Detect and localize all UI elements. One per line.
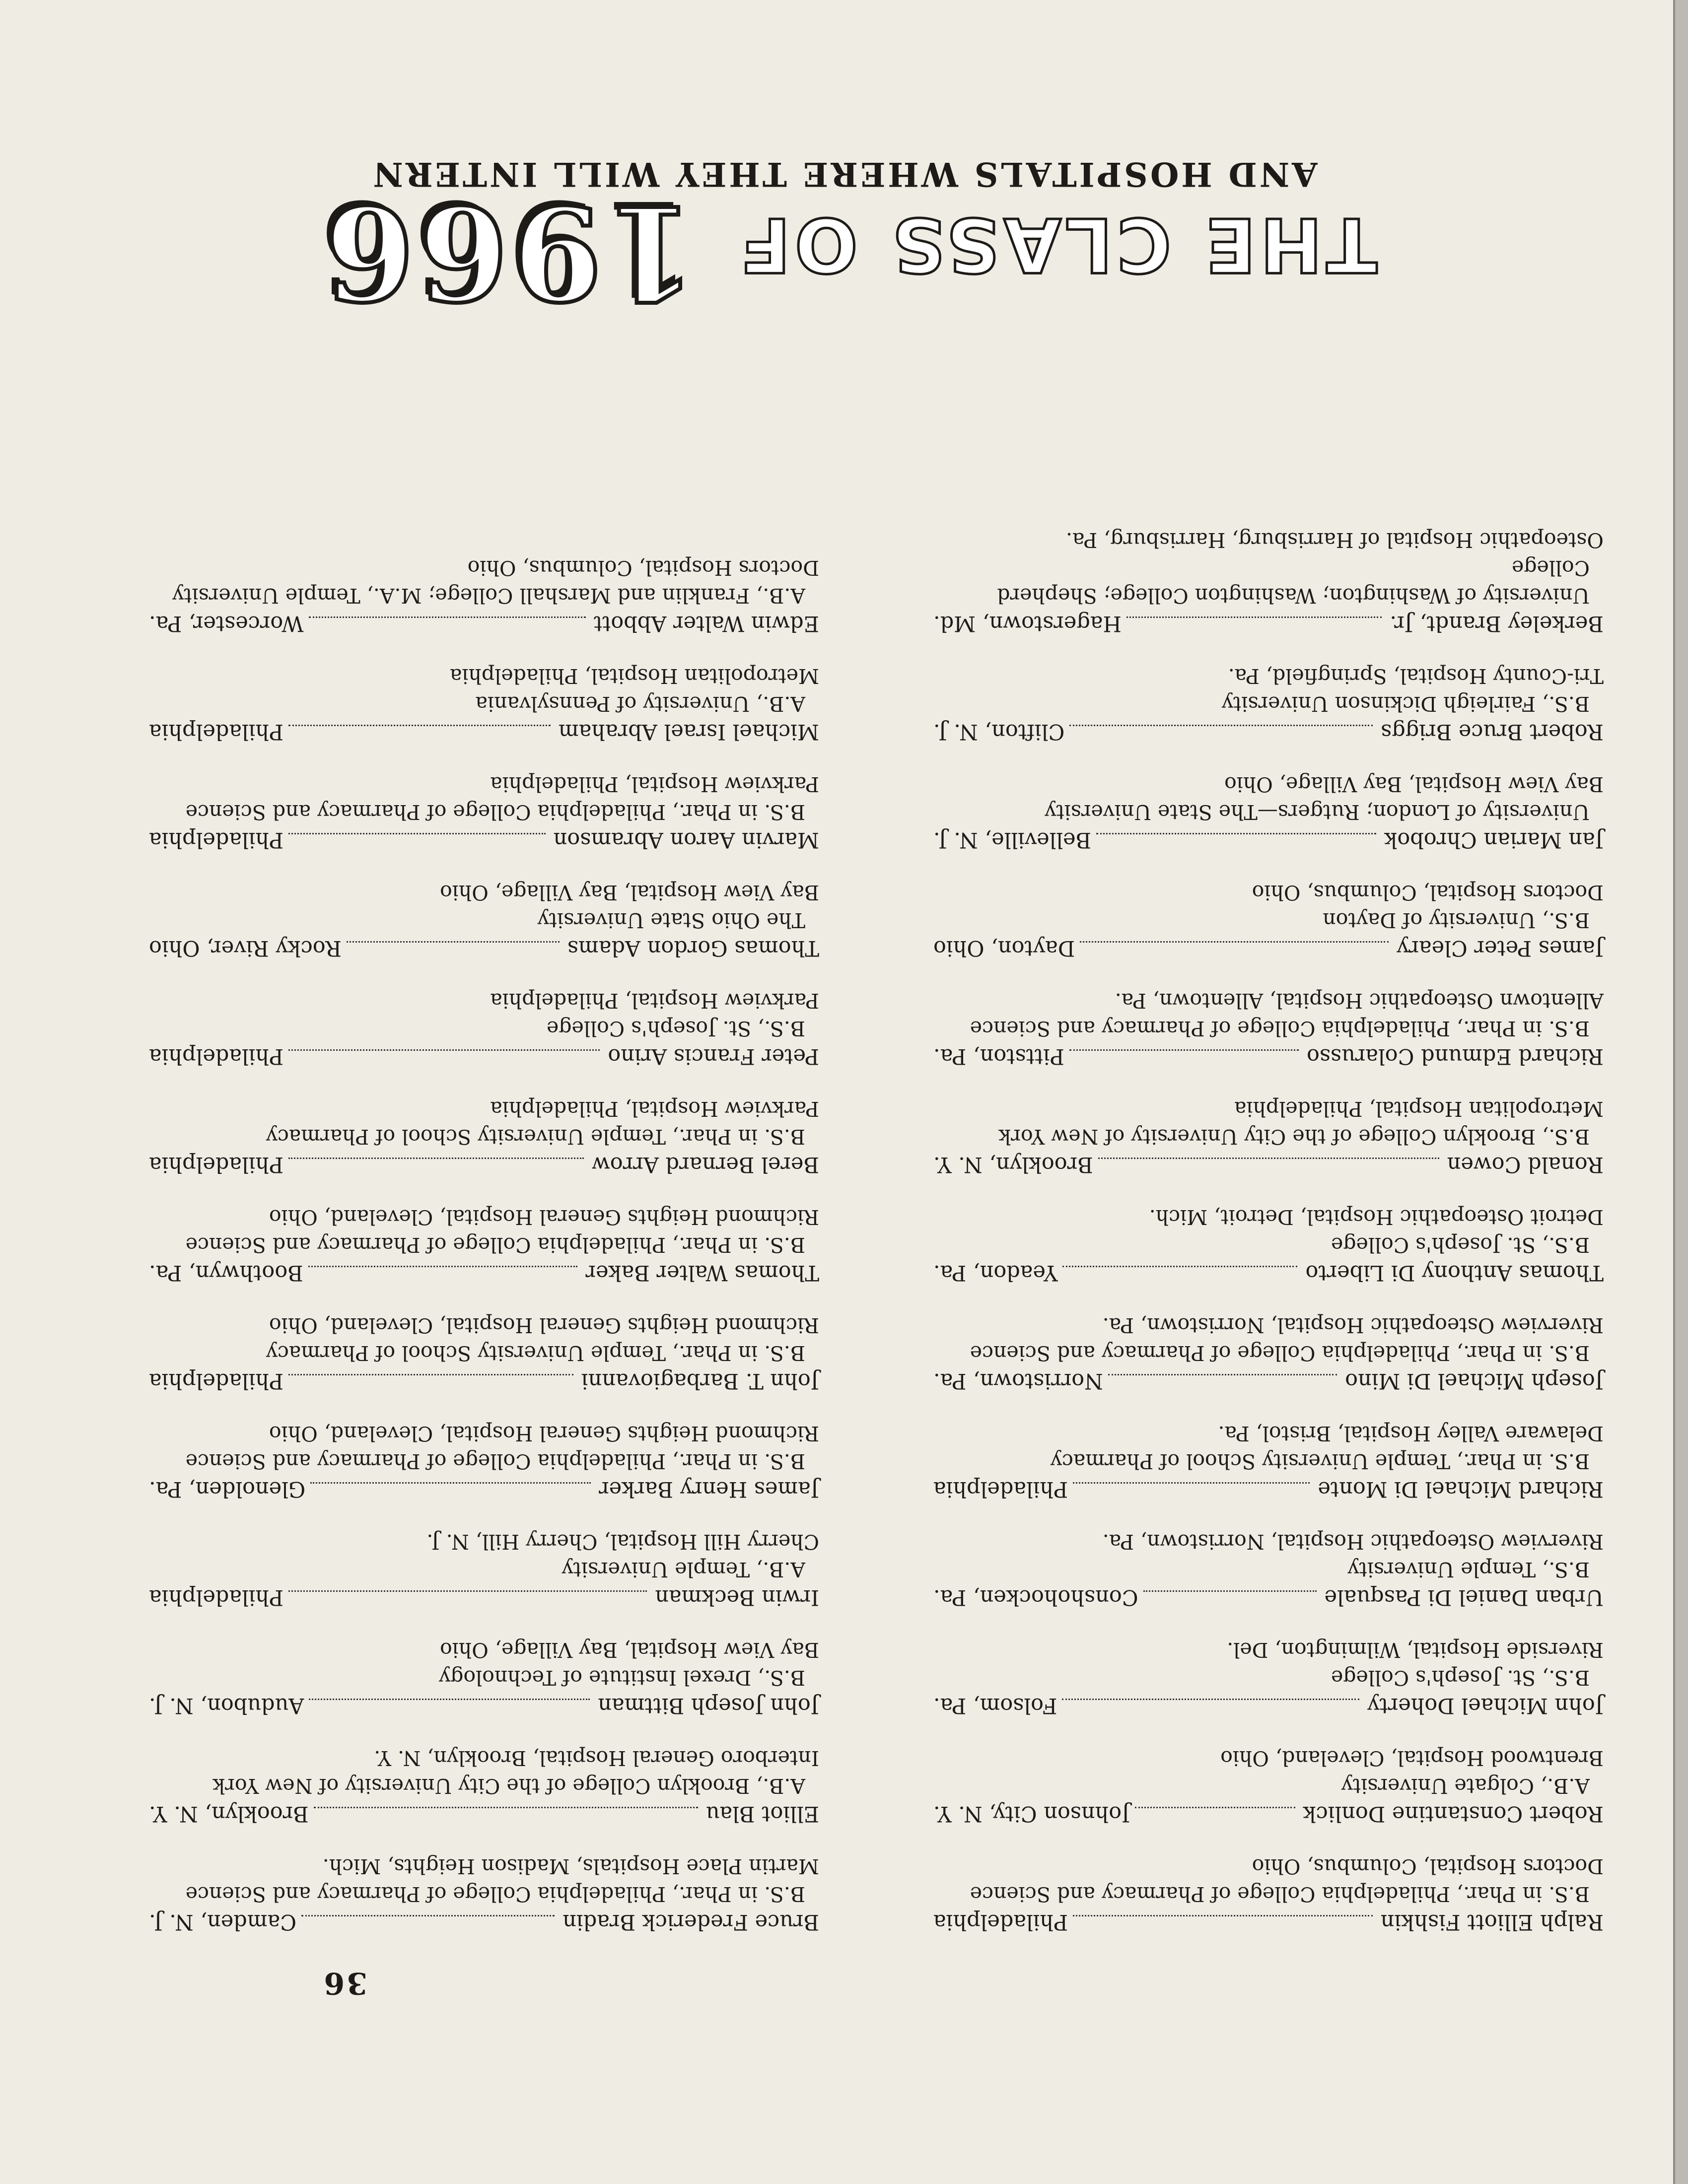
intern-name: Marvin Aaron Abramson bbox=[553, 827, 819, 852]
leader-dots bbox=[1073, 1482, 1310, 1484]
leader-dots bbox=[1080, 941, 1389, 943]
intern-name: Thomas Anthony Di Liberto bbox=[1305, 1260, 1604, 1285]
entry-header bbox=[933, 1908, 1604, 1936]
entry-header bbox=[149, 826, 819, 854]
intern-entry bbox=[933, 770, 1604, 854]
leader-dots bbox=[347, 941, 560, 943]
hometown: Philadelphia bbox=[149, 1585, 284, 1610]
entry-header bbox=[149, 1367, 819, 1395]
degree-text: B.S. in Phar., Philadelphia College of Pharmacy and Science bbox=[970, 1882, 1590, 1906]
intern-name: John T. Barbagiovanni bbox=[581, 1368, 819, 1393]
entry-header bbox=[149, 1583, 819, 1611]
leader-dots bbox=[288, 833, 546, 834]
hometown: Clifton, N. J. bbox=[933, 719, 1065, 744]
entry-header bbox=[149, 718, 819, 746]
intern-name: Ronald Cowen bbox=[1447, 1152, 1604, 1177]
hometown: Folsom, Pa. bbox=[933, 1693, 1057, 1718]
intern-name: Ralph Elliott Fishkin bbox=[1380, 1910, 1604, 1934]
hometown: Brooklyn, N. Y. bbox=[149, 1801, 309, 1826]
internship-hospital: Interboro General Hospital, Brooklyn, N. Y. bbox=[374, 1746, 819, 1770]
intern-entry bbox=[933, 1203, 1604, 1287]
hometown: Audubon, N. J. bbox=[149, 1693, 304, 1718]
intern-entry bbox=[933, 1744, 1604, 1828]
entry-header bbox=[933, 1800, 1604, 1828]
intern-entry bbox=[149, 1852, 819, 1936]
hometown: Worcester, Pa. bbox=[149, 611, 304, 636]
intern-entry bbox=[933, 879, 1604, 962]
intern-entry bbox=[149, 879, 819, 962]
entry-header bbox=[933, 1259, 1604, 1287]
intern-name: Peter Francis Arino bbox=[608, 1044, 819, 1069]
leader-dots bbox=[309, 1699, 590, 1700]
leader-dots bbox=[288, 1590, 647, 1592]
degree-text: The Ohio State University bbox=[537, 908, 805, 932]
leader-dots bbox=[308, 1266, 578, 1267]
hometown: Philadelphia bbox=[149, 719, 284, 744]
entry-header bbox=[933, 610, 1604, 637]
hometown: Boothwyn, Pa. bbox=[149, 1260, 303, 1285]
hometown: Philadelphia bbox=[933, 1477, 1068, 1502]
hometown: Philadelphia bbox=[149, 827, 284, 852]
degree-text: B.S. in Phar., Philadelphia College of Pharmacy and Science bbox=[185, 800, 805, 824]
degree-text: B.S. in Phar., Temple University School of Pharmacy bbox=[266, 1341, 805, 1365]
hometown: Rocky River, Ohio bbox=[149, 936, 342, 960]
leader-dots bbox=[1062, 1266, 1297, 1267]
degree-text: B.S. in Phar., Temple University School of Pharmacy bbox=[1050, 1449, 1590, 1473]
degree-text: B.S. in Phar., Philadelphia College of Pharmacy and Science bbox=[970, 1017, 1590, 1040]
entry-header bbox=[933, 1151, 1604, 1178]
internship-hospital: Parkview Hospital, Philadelphia bbox=[490, 772, 819, 796]
left-column bbox=[933, 501, 1604, 1936]
intern-name: Richard Edmund Colarusso bbox=[1306, 1044, 1604, 1069]
intern-entry bbox=[149, 1744, 819, 1828]
internship-hospital: Richmond Heights General Hospital, Cleveland, Ohio bbox=[269, 1313, 819, 1337]
intern-name: Edwin Walter Abbott bbox=[593, 611, 819, 636]
hometown: Hagerstown, Md. bbox=[933, 611, 1122, 636]
degree-text: University of Washington; Washington College; Shepherd College bbox=[997, 556, 1590, 608]
leader-dots bbox=[288, 1158, 584, 1159]
internship-hospital: Delaware Valley Hospital, Bristol, Pa. bbox=[1218, 1422, 1604, 1445]
degree-text: B.S. in Phar., Philadelphia College of Pharmacy and Science bbox=[970, 1341, 1590, 1365]
internship-hospital: Doctors Hospital, Columbus, Ohio bbox=[1252, 1854, 1604, 1878]
degree-text: University of London; Rutgers—The State University bbox=[1045, 800, 1590, 824]
internship-hospital: Bay View Hospital, Bay Village, Ohio bbox=[440, 881, 819, 904]
hometown: Johnson City, N. Y. bbox=[933, 1801, 1130, 1826]
right-column bbox=[149, 529, 819, 1936]
degree-text: B.S. in Phar., Temple University School of Pharmacy bbox=[266, 1125, 805, 1149]
degree-text: A.B., University of Pennsylvania bbox=[475, 692, 805, 716]
entry-header bbox=[933, 718, 1604, 746]
internship-hospital: Metropolitan Hospital, Philadelphia bbox=[450, 664, 819, 688]
intern-entry bbox=[933, 1311, 1604, 1395]
leader-dots bbox=[1135, 1807, 1295, 1808]
leader-dots bbox=[1069, 725, 1373, 726]
internship-hospital: Metropolitan Hospital, Philadelphia bbox=[1234, 1097, 1604, 1121]
intern-name: Urban Daniel Di Pasquale bbox=[1324, 1585, 1604, 1610]
entry-header bbox=[149, 1475, 819, 1503]
intern-entry bbox=[933, 1420, 1604, 1503]
hometown: Glenolden, Pa. bbox=[149, 1477, 306, 1502]
degree-text: A.B., Franklin and Marshall College; M.A., Temple University bbox=[172, 584, 805, 608]
leader-dots bbox=[288, 1049, 600, 1051]
intern-name: Richard Michael Di Monte bbox=[1318, 1477, 1604, 1502]
hometown: Philadelphia bbox=[149, 1368, 284, 1393]
internship-hospital: Doctors Hospital, Columbus, Ohio bbox=[467, 556, 819, 580]
leader-dots bbox=[288, 1374, 573, 1375]
degree-text: B.S. in Phar., Philadelphia College of Pharmacy and Science bbox=[185, 1233, 805, 1257]
intern-entry bbox=[149, 1311, 819, 1395]
intern-entry bbox=[149, 770, 819, 854]
leader-dots bbox=[288, 725, 551, 726]
intern-name: Michael Israel Abraham bbox=[558, 719, 819, 744]
internship-hospital: Tri-County Hospital, Springfield, Pa. bbox=[1228, 664, 1604, 688]
degree-text: B.S., St. Joseph's College bbox=[1331, 1233, 1590, 1257]
hometown: Philadelphia bbox=[149, 1152, 284, 1177]
intern-entry bbox=[933, 1636, 1604, 1719]
entry-header bbox=[149, 1259, 819, 1287]
page-title bbox=[0, 176, 1688, 328]
entry-header bbox=[933, 1475, 1604, 1503]
degree-text: B.S., Fairleigh Dickinson University bbox=[1221, 692, 1590, 716]
leader-dots bbox=[314, 1807, 698, 1808]
intern-entry bbox=[149, 1420, 819, 1503]
degree-text: B.S., Drexel Institute of Technology bbox=[438, 1666, 805, 1690]
leader-dots bbox=[1143, 1590, 1317, 1592]
hometown: Philadelphia bbox=[149, 1044, 284, 1069]
internship-hospital: Detroit Osteopathic Hospital, Detroit, Mich. bbox=[1149, 1205, 1604, 1229]
entry-header bbox=[933, 826, 1604, 854]
entry-header bbox=[933, 1367, 1604, 1395]
intern-entry bbox=[149, 1095, 819, 1178]
internship-hospital: Parkview Hospital, Philadelphia bbox=[490, 989, 819, 1013]
entry-header bbox=[149, 1800, 819, 1828]
leader-dots bbox=[1069, 1049, 1299, 1051]
degree-text: B.S. in Phar., Philadelphia College of Pharmacy and Science bbox=[185, 1882, 805, 1906]
internship-hospital: Parkview Hospital, Philadelphia bbox=[490, 1097, 819, 1121]
entry-header bbox=[933, 934, 1604, 962]
entry-header bbox=[933, 1583, 1604, 1611]
intern-name: Bruce Frederick Bradin bbox=[563, 1910, 819, 1934]
intern-name: John Joseph Bittman bbox=[598, 1693, 819, 1718]
intern-name: Berkeley Brandt, Jr. bbox=[1390, 611, 1604, 636]
intern-entry bbox=[933, 526, 1604, 637]
intern-name: Joseph Michael Di Mino bbox=[1345, 1368, 1604, 1393]
internship-hospital: Doctors Hospital, Columbus, Ohio bbox=[1252, 881, 1604, 904]
entry-header bbox=[149, 1692, 819, 1719]
leader-dots bbox=[1108, 1374, 1337, 1375]
internship-hospital: Richmond Heights General Hospital, Cleveland, Ohio bbox=[269, 1422, 819, 1445]
degree-text: A.B., Brooklyn College of the City University of New York bbox=[212, 1774, 805, 1798]
internship-hospital: Osteopathic Hospital of Harrisburg, Harrisburg, Pa. bbox=[1066, 528, 1604, 552]
leader-dots bbox=[1098, 1158, 1439, 1159]
degree-text: B.S. in Phar., Philadelphia College of Pharmacy and Science bbox=[185, 1449, 805, 1473]
intern-name: Thomas Gordon Adams bbox=[567, 936, 819, 960]
intern-name: Robert Constantine Donlick bbox=[1303, 1801, 1604, 1826]
entry-header bbox=[149, 610, 819, 637]
intern-name: Berel Bernard Arrow bbox=[591, 1152, 819, 1177]
intern-entry bbox=[933, 1095, 1604, 1178]
intern-name: Elliot Blau bbox=[705, 1801, 819, 1826]
internship-hospital: Bay View Hospital, Bay Village, Ohio bbox=[1224, 772, 1604, 796]
entry-header bbox=[149, 1151, 819, 1178]
entry-header bbox=[149, 934, 819, 962]
entry-header bbox=[149, 1908, 819, 1936]
intern-entry bbox=[933, 1852, 1604, 1936]
degree-text: A.B., Temple University bbox=[562, 1558, 805, 1581]
leader-dots bbox=[310, 1482, 591, 1484]
intern-entry bbox=[149, 662, 819, 746]
intern-name: James Henry Barker bbox=[599, 1477, 819, 1502]
intern-entry bbox=[149, 1203, 819, 1287]
hometown: Dayton, Ohio bbox=[933, 936, 1075, 960]
internship-hospital: Richmond Heights General Hospital, Cleveland, Ohio bbox=[269, 1205, 819, 1229]
intern-entry bbox=[149, 987, 819, 1070]
hometown: Brooklyn, N. Y. bbox=[933, 1152, 1093, 1177]
internship-hospital: Riverside Hospital, Wilmington, Del. bbox=[1227, 1638, 1604, 1662]
intern-entry bbox=[933, 662, 1604, 746]
hometown: Belleville, N. J. bbox=[933, 827, 1092, 852]
intern-name: Irwin Beckman bbox=[655, 1585, 819, 1610]
page-number: 36 bbox=[322, 1966, 367, 2000]
degree-text: B.S., University of Dayton bbox=[1323, 908, 1590, 932]
entry-header bbox=[933, 1042, 1604, 1070]
degree-text: B.S., St. Joseph's College bbox=[1331, 1666, 1590, 1690]
title-year: 1966 bbox=[321, 176, 696, 328]
intern-entry bbox=[149, 1528, 819, 1611]
hometown: Yeadon, Pa. bbox=[933, 1260, 1058, 1285]
entry-header bbox=[933, 1692, 1604, 1719]
hometown: Camden, N. J. bbox=[149, 1910, 297, 1934]
internship-hospital: Riverview Osteopathic Hospital, Norristown, Pa. bbox=[1102, 1313, 1604, 1337]
internship-hospital: Bay View Hospital, Bay Village, Ohio bbox=[440, 1638, 819, 1662]
entry-header bbox=[149, 1042, 819, 1070]
intern-name: Jan Marian Chrobok bbox=[1384, 827, 1604, 852]
internship-hospital: Cherry Hill Hospital, Cherry Hill, N. J. bbox=[426, 1530, 819, 1554]
degree-text: B.S., Brooklyn College of the City University of New York bbox=[998, 1125, 1590, 1149]
hometown: Philadelphia bbox=[933, 1910, 1068, 1934]
degree-text: A.B., Colgate University bbox=[1341, 1774, 1590, 1798]
internship-hospital: Brentwood Hospital, Cleveland, Ohio bbox=[1220, 1746, 1604, 1770]
hometown: Norristown, Pa. bbox=[933, 1368, 1103, 1393]
intern-name: John Michael Doherty bbox=[1367, 1693, 1604, 1718]
leader-dots bbox=[309, 616, 586, 618]
intern-entry bbox=[933, 987, 1604, 1070]
intern-entry bbox=[933, 1528, 1604, 1611]
leader-dots bbox=[1096, 833, 1376, 834]
hometown: Conshohocken, Pa. bbox=[933, 1585, 1138, 1610]
degree-text: B.S., Temple University bbox=[1347, 1558, 1590, 1581]
intern-entry bbox=[149, 1636, 819, 1719]
leader-dots bbox=[1126, 616, 1382, 618]
intern-name: Robert Bruce Briggs bbox=[1381, 719, 1604, 744]
degree-text: B.S., St. Joseph's College bbox=[547, 1017, 805, 1040]
internship-hospital: Martin Place Hospitals, Madison Heights, Mich. bbox=[322, 1854, 819, 1878]
page-subtitle: AND HOSPITALS WHERE THEY WILL INTERN bbox=[370, 155, 1318, 194]
hometown: Pittston, Pa. bbox=[933, 1044, 1064, 1069]
leader-dots bbox=[301, 1915, 555, 1916]
internship-hospital: Allentown Osteopathic Hospital, Allentown, Pa. bbox=[1115, 989, 1604, 1013]
intern-name: James Peter Cleary bbox=[1397, 936, 1604, 960]
intern-entry bbox=[149, 554, 819, 637]
intern-name: Thomas Walter Baker bbox=[585, 1260, 819, 1285]
title-prefix: THE CLASS OF bbox=[736, 201, 1377, 287]
leader-dots bbox=[1062, 1699, 1360, 1700]
internship-hospital: Riverview Osteopathic Hospital, Norristown, Pa. bbox=[1102, 1530, 1604, 1554]
leader-dots bbox=[1073, 1915, 1373, 1916]
